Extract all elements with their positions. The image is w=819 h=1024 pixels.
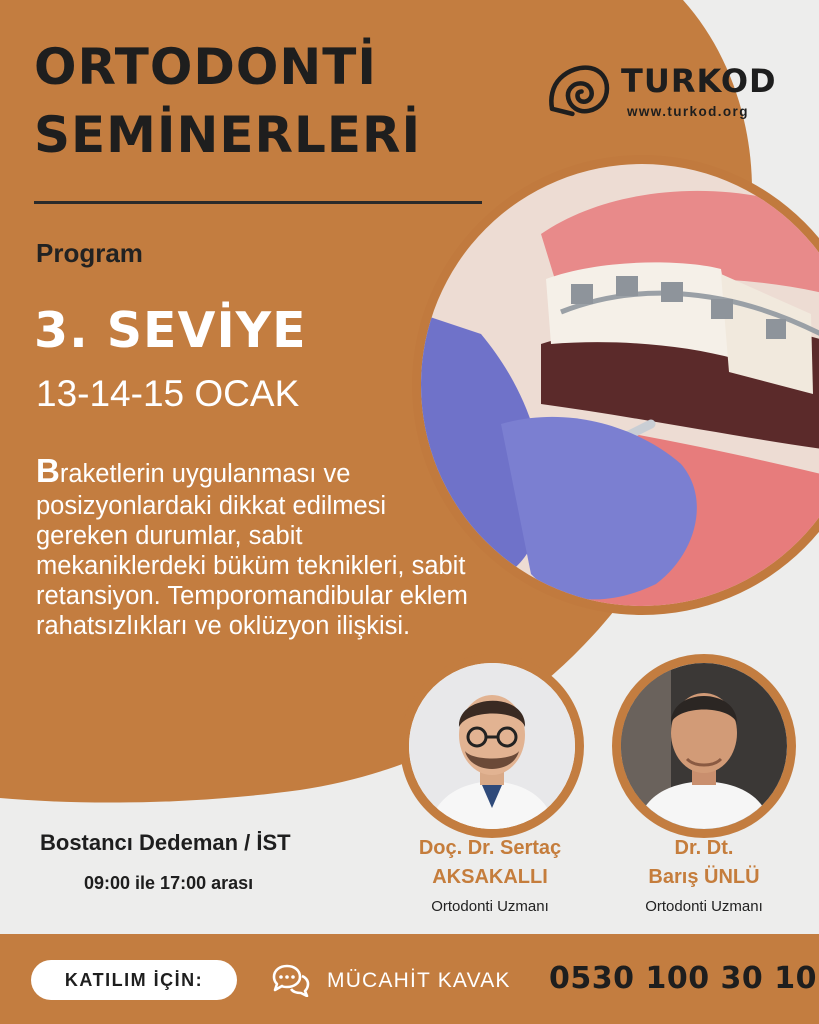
contact-phone-number[interactable]: 0530 100 30 10 xyxy=(549,961,817,996)
title-line-2: SEMİNERLERİ xyxy=(34,106,422,164)
title-divider xyxy=(34,201,482,204)
chat-bubbles-icon xyxy=(270,963,310,997)
speaker-1-photo xyxy=(400,654,584,838)
title-line-1: ORTODONTİ xyxy=(34,38,377,96)
event-hours: 09:00 ile 17:00 arası xyxy=(84,873,254,893)
program-dates: 13-14-15 OCAK xyxy=(36,373,300,414)
speaker-1-name: AKSAKALLI xyxy=(432,866,548,888)
speaker-2-role: Ortodonti Uzmanı xyxy=(645,898,763,915)
venue-location: Bostancı Dedeman / İST xyxy=(40,830,291,855)
spiral-shell-icon xyxy=(546,58,611,123)
speaker-1-role: Ortodonti Uzmanı xyxy=(431,898,549,915)
registration-cta-button[interactable]: KATILIM İÇİN: xyxy=(31,960,237,1000)
orthodontic-treatment-photo xyxy=(412,155,819,615)
description-text: raketlerin uygulanması ve posizyonlardaki dikkat edilmesi gereken durumlar, sabit mekaniklerdeki büküm teknikleri, sabit retansiyon. Temporomandibular eklem rahatsızlıkları ve oklüzyon ilişkisi. xyxy=(36,460,468,641)
brand-name: TURKOD xyxy=(621,62,777,100)
speaker-2-name: Barış ÜNLÜ xyxy=(648,866,760,888)
speaker-2-title: Dr. Dt. xyxy=(674,837,734,859)
program-label: Program xyxy=(36,238,143,268)
speaker-2-photo xyxy=(612,654,796,838)
description-drop-letter: B xyxy=(36,452,60,489)
program-description xyxy=(36,452,476,641)
speaker-1-title: Doç. Dr. Sertaç xyxy=(418,837,562,859)
brand-website: www.turkod.org xyxy=(627,104,749,119)
program-level: 3. SEVİYE xyxy=(34,302,307,359)
contact-person-name: MÜCAHİT KAVAK xyxy=(327,969,511,992)
